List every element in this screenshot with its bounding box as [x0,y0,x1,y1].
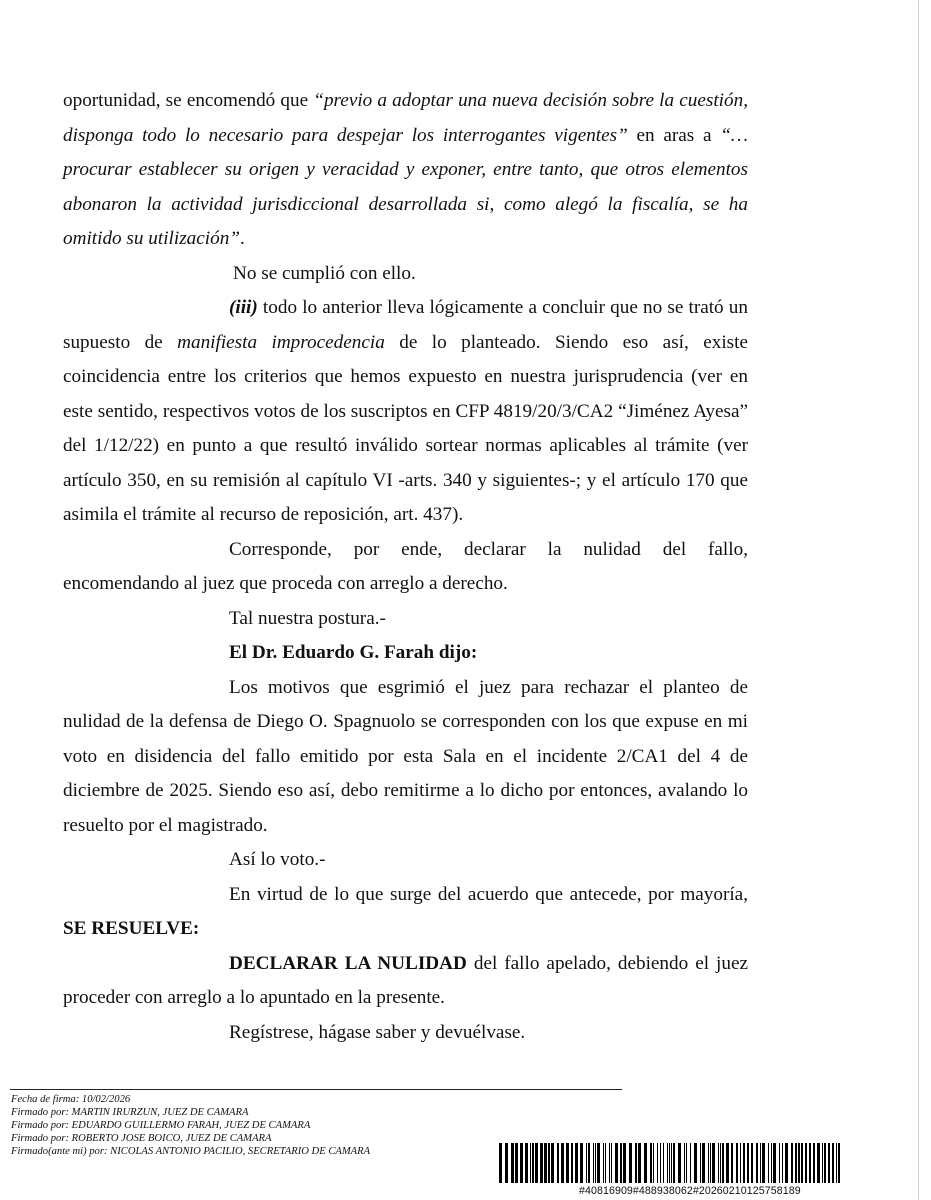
paragraph-quote: oportunidad, se encomendó que “previo a adoptar una nueva decisión sobre la cuestión, disponga todo lo necesario para despejar los interrogantes vigentes” en aras a “…procurar establecer su origen y veracidad y exponer, entre tanto, que otros elementos abonaron la actividad jurisdiccional desarrollada si, como alegó la fiscalía, se ha omitido su utilización”. [63,90,748,249]
barcode-bar [710,1143,711,1183]
barcode-bar [532,1143,534,1183]
barcode-bar [779,1143,780,1183]
barcode-bar [805,1143,807,1183]
barcode-bar [824,1143,826,1183]
barcode-bar [623,1143,626,1183]
barcode-bar [702,1143,705,1183]
barcode-bar [795,1143,797,1183]
barcode-bar [768,1143,769,1183]
barcode-bar [561,1143,564,1183]
barcode-bar [801,1143,803,1183]
barcode-bar [798,1143,800,1183]
barcode-bar [544,1143,547,1183]
declarar-nulidad: DECLARAR LA NULIDAD [229,952,467,974]
barcode-bar [782,1143,783,1183]
barcode-bar [499,1143,502,1183]
barcode-bar [791,1143,793,1183]
barcode-bar [720,1143,721,1183]
barcode-bar [595,1143,596,1183]
barcode-bar [605,1143,606,1183]
barcode-bar [505,1143,508,1183]
barcode-bar [644,1143,647,1183]
barcode-bar [743,1143,745,1183]
barcode-bar [832,1143,834,1183]
item-number: (iii) [229,297,258,318]
barcode-bar [663,1143,664,1183]
barcode-bar [718,1143,719,1183]
paragraph-asi-lo-voto: Así lo voto.- [229,849,326,870]
barcode-bar [686,1143,687,1183]
barcode-bar [751,1143,753,1183]
paragraph-registrese: Regístrese, hágase saber y devuélvase. [229,1021,526,1043]
signature-block [11,1093,370,1158]
barcode-bar [657,1143,658,1183]
barcode-bar [615,1143,618,1183]
barcode-bar [653,1143,654,1183]
paragraph-resolve: En virtud de lo que surge del acuerdo que antecede, por mayoría, SE RESUELVE: [63,883,748,939]
barcode-bar [736,1143,738,1183]
barcode-bar [671,1143,672,1183]
barcode-bar [762,1143,765,1183]
heading-farah: El Dr. Eduardo G. Farah dijo: [229,642,478,663]
barcode-bar [535,1143,538,1183]
barcode-bar [809,1143,811,1183]
paragraph-farah-vote: Los motivos que esgrimió el juez para rechazar el planteo de nulidad de la defensa de Diego O. Spagnuolo se corresponden con los que expuse en mi voto en disidencia del fallo emitido por esta Sala en el incidente 2/CA1 del 4 de diciembre de 2025. Siendo eso así, debo remitirme a lo dicho por entonces, avalando lo resuelto por el magistrado. [63,676,748,836]
barcode-bar [586,1143,587,1183]
barcode-bar [603,1143,604,1183]
barcode-bar [540,1143,543,1183]
signature-date: Fecha de firma: 10/02/2026 [11,1094,131,1105]
barcode-bar [609,1143,610,1183]
barcode-bar [611,1143,612,1183]
paragraph-no-cumplio: No se cumplió con ello. [233,262,416,284]
barcode-bar [773,1143,776,1183]
barcode-bar [629,1143,632,1183]
barcode-bar [726,1143,729,1183]
barcode-bar [822,1143,823,1183]
barcode-bar [731,1143,733,1183]
barcode-bar [828,1143,830,1183]
barcode-bar [690,1143,691,1183]
paragraph-corresponde: Corresponde, por ende, declarar la nulidad del fallo, encomendando al juez que proceda con arreglo a derecho. [63,538,748,594]
barcode-bar [813,1143,815,1183]
paragraph-declarar: DECLARAR LA NULIDAD del fallo apelado, debiendo el juez proceder con arreglo a lo apuntado en la presente. [63,952,748,1008]
barcode-bar [575,1143,578,1183]
document-body [63,84,748,1050]
barcode-bar [694,1143,697,1183]
barcode-bar [747,1143,749,1183]
barcode-bar [673,1143,675,1183]
barcode-bar [635,1143,637,1183]
barcode-text: #40816909#488938062#20260210125758189 [579,1185,801,1197]
barcode-bar [515,1143,518,1183]
barcode-bar [708,1143,709,1183]
barcode-bar [593,1143,594,1183]
barcode-bar [667,1143,668,1183]
barcode-bar [817,1143,820,1183]
barcode-bar [678,1143,681,1183]
barcode-bar [650,1143,652,1183]
barcode-bar [548,1143,550,1183]
barcode-bar [756,1143,758,1183]
barcode-bar [660,1143,661,1183]
barcode-bar [580,1143,583,1183]
barcode-bar [722,1143,724,1183]
barcode-bar [838,1143,840,1183]
signature-line: Firmado por: EDUARDO GUILLERMO FARAH, JUEZ DE CAMARA [11,1120,311,1131]
barcode-bar [525,1143,528,1183]
barcode-bar [740,1143,741,1183]
barcode-bar [551,1143,554,1183]
signature-line: Firmado por: ROBERTO JOSE BOICO, JUEZ DE CAMARA [11,1133,272,1144]
barcode-bar [785,1143,788,1183]
barcode [499,1143,843,1183]
barcode-bar [566,1143,569,1183]
barcode-bar [557,1143,559,1183]
barcode-bar [588,1143,590,1183]
barcode-bar [530,1143,531,1183]
quote-1: “previo a adoptar una nueva decisión sobre la cuestión, disponga todo lo necesario para despejar los interrogantes vigentes” [63,90,748,146]
barcode-bar [684,1143,685,1183]
barcode-bar [760,1143,761,1183]
signature-line: Firmado(ante mi) por: NICOLAS ANTONIO PACILIO, SECRETARIO DE CAMARA [11,1146,371,1157]
barcode-bar [571,1143,573,1183]
quote-2: “…procurar establecer su origen y veracidad y exponer, entre tanto, que otros elementos abonaron la actividad jurisdiccional desarrollada si, como alegó la fiscalía, se ha omitido su utilización” [63,124,748,249]
barcode-bar [669,1143,670,1183]
barcode-bar [700,1143,701,1183]
barcode-bar [712,1143,715,1183]
barcode-bar [520,1143,523,1183]
barcode-bar [597,1143,600,1183]
emphasis: manifiesta improcedencia [177,331,385,353]
signature-line: Firmado por: MARTIN IRURZUN, JUEZ DE CAMARA [11,1107,249,1118]
paragraph-iii: (iii) todo lo anterior lleva lógicamente a concluir que no se trató un supuesto de manifiesta improcedencia de lo planteado. Siendo eso así, existe coincidencia entre los criterios que hemos expuesto en nuestra jurisprudencia (ver en este sentido, respectivos votos de los suscriptos en CFP 4819/20/3/CA2 “Jiménez Ayesa” del 1/12/22) en punto a que resultó inválido sortear normas aplicables al trámite (ver artículo 350, en su remisión al capítulo VI -arts. 340 y siguientes-; y el artículo 170 que asimila el trámite al recurso de reposición, art. 437). [63,297,748,525]
barcode-bar [511,1143,514,1183]
signature-divider [10,1089,622,1090]
se-resuelve: SE RESUELVE: [63,918,200,939]
barcode-bar [771,1143,772,1183]
barcode-bar [638,1143,641,1183]
barcode-bar [620,1143,622,1183]
paragraph-postura: Tal nuestra postura.- [229,607,386,629]
barcode-bar [836,1143,837,1183]
